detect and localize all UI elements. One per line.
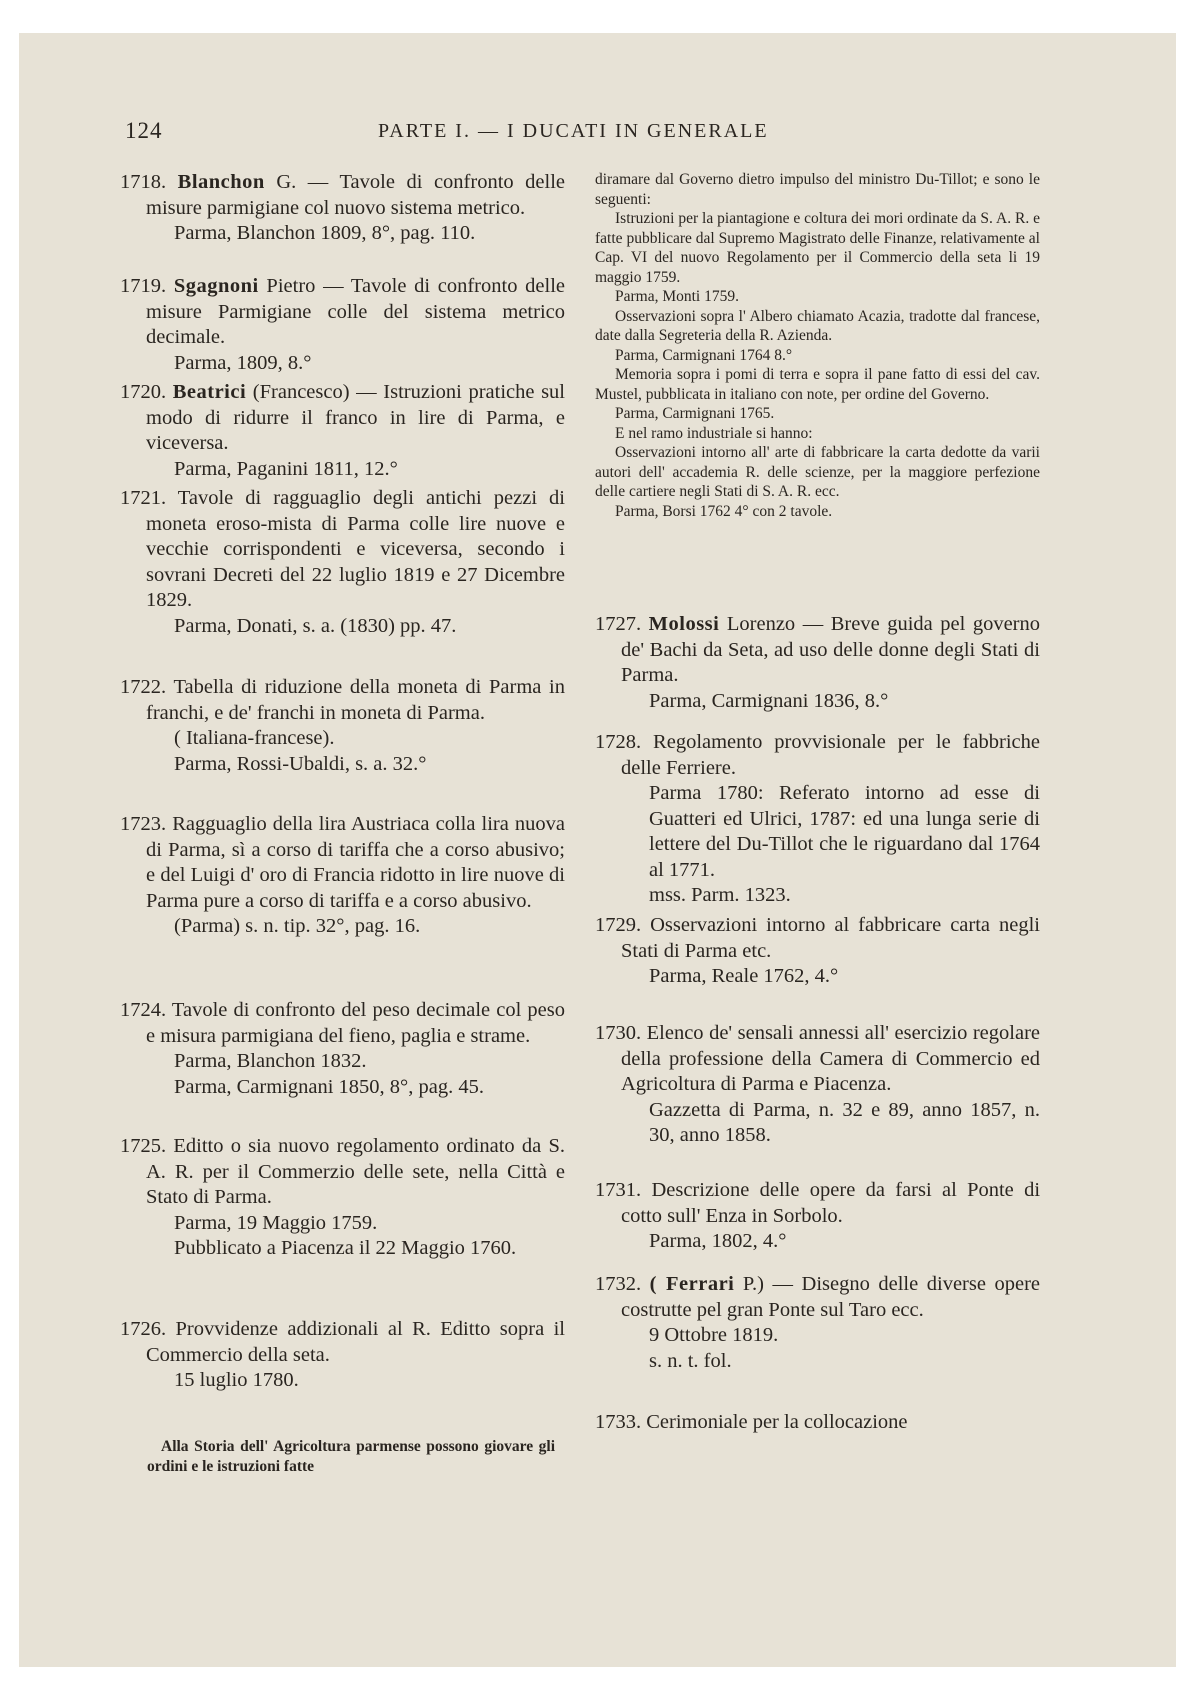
entry-imprint: 9 Ottobre 1819. xyxy=(649,1324,779,1346)
footnote-agricoltura: Alla Storia dell' Agricoltura parmense possono giovare gli ordini e le istruzioni fatte xyxy=(147,1438,555,1475)
entry-title: Tavole di confronto del peso decimale col peso e misura parmigiana del fieno, paglia e strame. xyxy=(146,999,565,1047)
entry-title: Elenco de' sensali annessi all' esercizio regolare della professione della Camera di Commercio ed Agricoltura di Parma e Piacenza. xyxy=(621,1022,1040,1095)
entry-1731 xyxy=(595,1178,1040,1255)
entry-imprint: Parma, Carmignani 1850, 8°, pag. 45. xyxy=(174,1075,484,1098)
entry-title: Ragguaglio della lira Austriaca colla lira nuova di Parma, sì a corso di tariffa che a corso abusivo; e del Luigi d' oro di Francia ridotto in lire nuove di Parma pure a corso di tariffa e a corso abusivo. xyxy=(146,813,565,912)
small-paragraph: Parma, Carmignani 1764 8.° xyxy=(615,346,793,364)
entry-number: 1718. xyxy=(120,171,167,193)
entry-1722 xyxy=(120,675,565,777)
entry-1720 xyxy=(120,380,565,482)
entry-imprint: Parma, 19 Maggio 1759. xyxy=(174,1211,378,1234)
entry-1733 xyxy=(595,1410,1040,1436)
entry-imprint: Parma, 1809, 8.° xyxy=(174,351,312,374)
small-paragraph: Osservazioni intorno all' arte di fabbricare la carta dedotte da varii autori dell' accademia R. delle scienze, per la maggiore perfezione delle cartiere negli Stati di S. A. R. ecc. xyxy=(595,444,1040,500)
entry-title: Tabella di riduzione della moneta di Parma in franchi, e de' franchi in moneta di Parma. xyxy=(146,676,565,724)
entry-number: 1732. xyxy=(595,1273,642,1295)
entry-title: P.) — Disegno delle diverse opere costrutte pel gran Ponte sul Taro ecc. xyxy=(621,1273,1040,1321)
entry-1723 xyxy=(120,812,565,940)
page-number: 124 xyxy=(125,118,163,143)
entry-number: 1726. xyxy=(120,1318,167,1340)
entry-imprint: Parma, Blanchon 1809, 8°, pag. 110. xyxy=(174,222,476,244)
entry-imprint: Parma, Paganini 1811, 12.° xyxy=(174,457,398,480)
entry-number: 1722. xyxy=(120,676,167,698)
entry-number: 1724. xyxy=(120,999,167,1021)
entry-1727 xyxy=(595,612,1040,714)
entry-number: 1731. xyxy=(595,1179,642,1201)
entry-imprint: ( Italiana-francese). xyxy=(174,727,335,749)
entry-number: 1723. xyxy=(120,813,167,835)
entry-title: Osservazioni intorno al fabbricare carta negli Stati di Parma etc. xyxy=(621,914,1041,962)
entry-imprint: Parma, Reale 1762, 4.° xyxy=(649,965,839,987)
entry-number: 1730. xyxy=(595,1022,642,1044)
entry-number: 1719. xyxy=(120,275,167,297)
entry-imprint: Gazzetta di Parma, n. 32 e 89, anno 1857, n. 30, anno 1858. xyxy=(649,1098,1040,1146)
entry-1728 xyxy=(595,730,1040,909)
entry-author: ( Ferrari xyxy=(649,1273,735,1295)
small-print-block xyxy=(595,170,1040,521)
entry-author: Molossi xyxy=(648,613,720,635)
entry-number: 1733. xyxy=(595,1411,642,1433)
entry-number: 1728. xyxy=(595,731,642,753)
entry-title: Regolamento provvisionale per le fabbriche delle Ferriere. xyxy=(621,731,1040,779)
entry-imprint: Parma, Carmignani 1836, 8.° xyxy=(649,689,889,712)
entry-imprint: Parma, Donati, s. a. (1830) pp. 47. xyxy=(174,614,457,637)
entry-number: 1727. xyxy=(595,613,642,635)
small-paragraph: Parma, Borsi 1762 4° con 2 tavole. xyxy=(615,502,833,520)
entry-imprint: Parma, Blanchon 1832. xyxy=(174,1050,367,1072)
entry-imprint: Parma, 1802, 4.° xyxy=(649,1230,787,1252)
entry-imprint: Parma, Rossi-Ubaldi, s. a. 32.° xyxy=(174,752,427,775)
entry-1719 xyxy=(120,274,565,376)
small-paragraph: diramare dal Governo dietro impulso del ministro Du-Tillot; e sono le seguenti: xyxy=(595,171,1040,208)
entry-1732 xyxy=(595,1272,1040,1374)
entry-title: Lorenzo — Breve guida pel governo de' Bachi da Seta, ad uso delle donne degli Stati di Parma. xyxy=(621,613,1041,686)
entry-imprint: Pubblicato a Piacenza il 22 Maggio 1760. xyxy=(174,1237,517,1259)
entry-1730 xyxy=(595,1021,1040,1149)
small-paragraph: Osservazioni sopra l' Albero chiamato Acazia, tradotte dal francese, date dalla Segreteria della R. Azienda. xyxy=(595,307,1040,344)
small-paragraph: Memoria sopra i pomi di terra e sopra il pane fatto di essi del cav. Mustel, pubblicata in italiano con note, per ordine del Governo. xyxy=(595,366,1040,403)
entry-number: 1725. xyxy=(120,1135,167,1157)
entry-imprint: mss. Parm. 1323. xyxy=(649,884,791,906)
entry-number: 1729. xyxy=(595,914,642,936)
entry-number: 1720. xyxy=(120,381,167,403)
entry-1718 xyxy=(120,170,565,247)
running-title: PARTE I. — I DUCATI IN GENERALE xyxy=(378,120,769,142)
entry-title: G. — Tavole di confronto delle misure parmigiane col nuovo sistema metrico. xyxy=(146,171,566,219)
entry-1721 xyxy=(120,486,565,639)
small-paragraph: Istruzioni per la piantagione e coltura dei mori ordinate da S. A. R. e fatte pubblicare dal Supremo Magistrato delle Finanze, relativamente al Cap. VI del nuovo Regolamento per il Commercio della seta li 19 maggio 1759. xyxy=(595,210,1040,286)
entry-title: Pietro — Tavole di confronto delle misure Parmigiane colle del sistema metrico decimale. xyxy=(146,275,565,348)
entry-author: Beatrici xyxy=(172,381,247,403)
entry-1726 xyxy=(120,1317,565,1394)
entry-title: (Francesco) — Istruzioni pratiche sul modo di ridurre il franco in lire di Parma, e viceversa. xyxy=(146,381,565,454)
small-paragraph: Parma, Carmignani 1765. xyxy=(615,405,775,422)
small-paragraph: Parma, Monti 1759. xyxy=(615,288,739,305)
entry-imprint: s. n. t. fol. xyxy=(649,1349,732,1372)
entry-1729 xyxy=(595,913,1040,990)
entry-author: Blanchon xyxy=(177,171,265,193)
entry-1725 xyxy=(120,1134,565,1262)
entry-title: Cerimoniale per la collocazione xyxy=(646,1411,908,1433)
entry-1724 xyxy=(120,998,565,1100)
entry-author: Sgagnoni xyxy=(173,275,259,297)
entry-number: 1721. xyxy=(120,487,167,509)
entry-title: Editto o sia nuovo regolamento ordinato da S. A. R. per il Commerzio delle sete, nella Città e Stato di Parma. xyxy=(146,1135,565,1208)
entry-imprint: (Parma) s. n. tip. 32°, pag. 16. xyxy=(174,915,421,937)
entry-title: Tavole di ragguaglio degli antichi pezzi di moneta eroso-mista di Parma colle lire nuove e vecchie corrispondenti e viceversa, secondo i sovrani Decreti del 22 luglio 1819 e 27 Dicembre 1829. xyxy=(146,487,565,611)
entry-title: Provvidenze addizionali al R. Editto sopra il Commercio della seta. xyxy=(146,1318,566,1366)
entry-imprint: Parma 1780: Referato intorno ad esse di Guatteri ed Ulrici, 1787: ed una lunga serie di lettere del Du-Tillot che le riguardano dal 1764 al 1771. xyxy=(649,782,1040,881)
entry-title: Descrizione delle opere da farsi al Ponte di cotto sull' Enza in Sorbolo. xyxy=(621,1179,1041,1227)
entry-imprint: 15 luglio 1780. xyxy=(174,1369,299,1391)
small-paragraph: E nel ramo industriale si hanno: xyxy=(615,424,813,442)
